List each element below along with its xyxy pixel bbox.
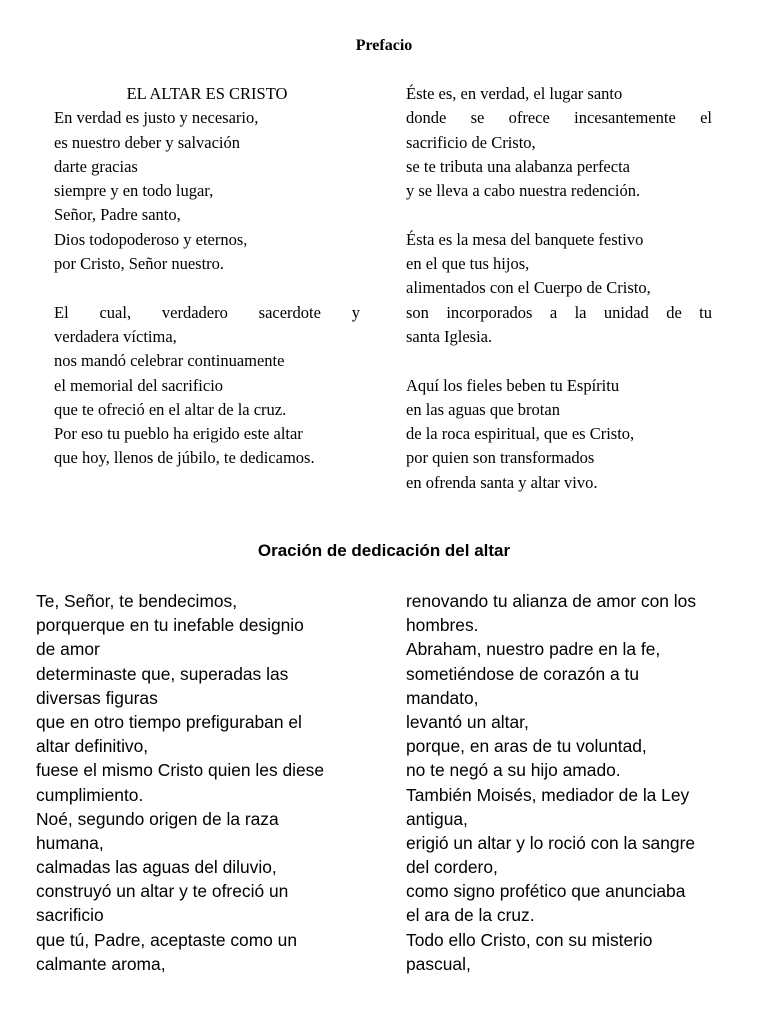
oracion-left-column — [36, 589, 386, 976]
prayer-line: fuese el mismo Cristo quien les diese — [36, 760, 325, 781]
prayer-line: mandato, — [406, 687, 479, 708]
prayer-line: diversas figuras — [36, 687, 158, 708]
prayer-line: erigió un altar y lo roció con la sangre — [406, 832, 696, 853]
prayer-line: También Moisés, mediador de la Ley — [406, 784, 690, 805]
stanza-break — [406, 203, 712, 227]
verse-line: es nuestro deber y salvación — [54, 132, 241, 152]
oracion-title: Oración de dedicación del altar — [257, 541, 511, 560]
verse-line: que hoy, llenos de júbilo, te dedicamos. — [54, 448, 315, 468]
prayer-line: renovando tu alianza de amor con los — [406, 591, 697, 611]
verse-line: se te tributa una alabanza perfecta — [406, 156, 630, 176]
verse-line: y se lleva a cabo nuestra redención. — [406, 181, 641, 201]
verse-line: por quien son transformados — [406, 448, 595, 468]
prayer-line: calmante aroma, — [36, 953, 166, 974]
prayer-line: Abraham, nuestro padre en la fe, — [406, 639, 661, 660]
prayer-line: hombres. — [406, 615, 479, 636]
prayer-line: altar definitivo, — [36, 736, 149, 757]
verse-line: nos mandó celebrar continuamente — [54, 351, 285, 371]
verse-line: en las aguas que brotan — [406, 399, 560, 419]
prayer-line: levantó un altar, — [406, 711, 529, 732]
verse-line: en ofrenda santa y altar vivo. — [406, 472, 598, 492]
verse-line: siempre y en todo lugar, — [54, 181, 214, 201]
prefacio-title: Prefacio — [355, 37, 413, 54]
prayer-line: Te, Señor, te bendecimos, — [36, 591, 238, 611]
oracion-right-column — [406, 589, 756, 976]
verse-line: en el que tus hijos, — [406, 254, 530, 274]
prayer-line: no te negó a su hijo amado. — [406, 760, 621, 781]
prayer-line: cumplimiento. — [36, 784, 144, 805]
verse-line: sacrificio de Cristo, — [406, 132, 536, 152]
verse-line: santa Iglesia. — [406, 326, 493, 346]
prayer-line: que tú, Padre, aceptaste como un — [36, 929, 298, 950]
verse-line: donde se ofrece incesantemente el — [406, 108, 712, 128]
stanza-break — [54, 276, 360, 300]
prayer-line: porque, en aras de tu voluntad, — [406, 736, 647, 757]
stanza-break — [406, 349, 712, 373]
prefacio-right-column — [406, 82, 712, 495]
prayer-line: Noé, segundo origen de la raza — [36, 808, 279, 829]
prayer-line: como signo profético que anunciaba — [406, 881, 686, 902]
verse-line: Señor, Padre santo, — [54, 205, 181, 225]
verse-line: por Cristo, Señor nuestro. — [54, 254, 225, 274]
verse-line: Por eso tu pueblo ha erigido este altar — [54, 424, 303, 444]
verse-line: El cual, verdadero sacerdote y — [54, 302, 360, 322]
verse-line: el memorial del sacrificio — [54, 375, 224, 395]
verse-line: EL ALTAR ES CRISTO — [126, 84, 288, 103]
verse-line: de la roca espiritual, que es Cristo, — [406, 424, 635, 444]
verse-line: darte gracias — [54, 156, 138, 176]
prayer-line: sometiéndose de corazón a tu — [406, 663, 639, 684]
prayer-line: Todo ello Cristo, con su misterio — [406, 929, 653, 950]
verse-line: que te ofreció en el altar de la cruz. — [54, 399, 287, 419]
prayer-line: sacrificio — [36, 905, 104, 926]
verse-line: Dios todopoderoso y eternos, — [54, 229, 248, 249]
verse-line: alimentados con el Cuerpo de Cristo, — [406, 278, 651, 298]
prayer-line: de amor — [36, 639, 100, 660]
prayer-line: que en otro tiempo prefiguraban el — [36, 711, 302, 732]
verse-line: son incorporados a la unidad de tu — [406, 302, 712, 322]
verse-line: Ésta es la mesa del banquete festivo — [406, 229, 644, 249]
prayer-line: determinaste que, superadas las — [36, 663, 289, 684]
prayer-line: antigua, — [406, 808, 468, 829]
prayer-line: calmadas las aguas del diluvio, — [36, 857, 277, 878]
prayer-line: porquerque en tu inefable designio — [36, 615, 304, 636]
prayer-line: el ara de la cruz. — [406, 905, 535, 926]
prayer-line: humana, — [36, 832, 104, 853]
prayer-line: construyó un altar y te ofreció un — [36, 881, 289, 902]
verse-line: verdadera víctima, — [54, 326, 177, 346]
verse-line: En verdad es justo y necesario, — [54, 108, 259, 128]
prayer-line: pascual, — [406, 953, 471, 974]
verse-line: Éste es, en verdad, el lugar santo — [406, 84, 623, 103]
prayer-line: del cordero, — [406, 857, 498, 878]
verse-line: Aquí los fieles beben tu Espíritu — [406, 375, 620, 395]
prefacio-left-column — [54, 82, 360, 471]
